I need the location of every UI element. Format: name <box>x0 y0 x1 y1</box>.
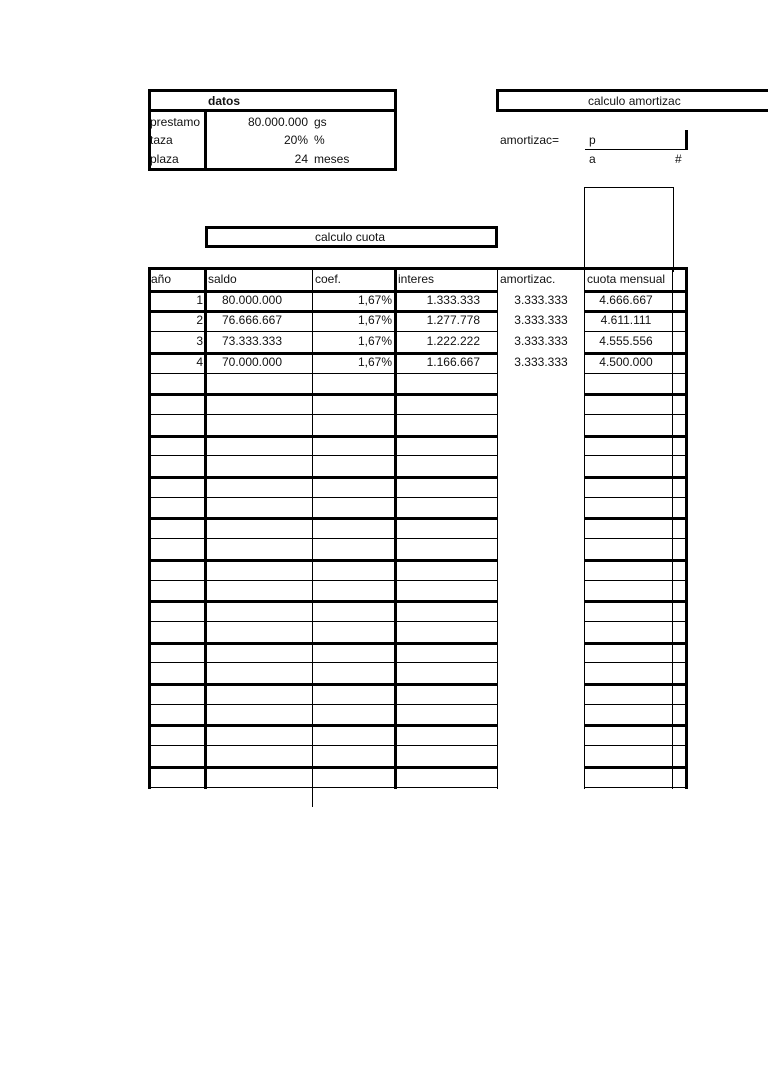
row-line <box>148 766 498 769</box>
cell-amortizac: 3.333.333 <box>514 313 568 327</box>
row-line <box>148 642 498 645</box>
row-line <box>148 559 498 562</box>
amortizacion-numerator: p <box>589 133 596 147</box>
datos-label-plaza: plaza <box>150 152 179 166</box>
datos-unit-prestamo: gs <box>314 115 327 129</box>
cell-anio: 3 <box>196 334 203 348</box>
cell-saldo: 76.666.667 <box>221 313 283 327</box>
row-line <box>148 455 498 456</box>
cell-anio: 1 <box>196 293 203 307</box>
cell-amortizac: 3.333.333 <box>514 355 568 369</box>
datos-unit-plaza: meses <box>314 152 350 166</box>
cell-cuota: 4.500.000 <box>599 355 653 369</box>
amortizacion-label: amortizac= <box>500 133 560 147</box>
row-line <box>148 580 498 581</box>
datos-title-box <box>148 89 397 112</box>
header-interes: interes <box>398 272 435 286</box>
cell-coef: 1,67% <box>357 334 392 348</box>
header-coef: coef. <box>315 272 342 286</box>
row-line <box>148 787 498 788</box>
col-line <box>685 267 688 789</box>
cuota-column-box <box>584 187 674 272</box>
header-amortizac: amortizac. <box>500 272 556 286</box>
cell-saldo: 73.333.333 <box>221 334 283 348</box>
cell-coef: 1,67% <box>357 313 392 327</box>
col-line <box>312 267 313 807</box>
cell-saldo: 70.000.000 <box>221 355 283 369</box>
datos-label-prestamo: prestamo <box>150 115 201 129</box>
row-line <box>148 704 498 705</box>
datos-title: datos <box>208 94 241 108</box>
row-line <box>148 538 498 539</box>
row-line <box>148 373 498 374</box>
cell-interes: 1.277.778 <box>426 313 480 327</box>
cell-anio: 2 <box>196 313 203 327</box>
amortizacion-fraction-line <box>585 149 687 150</box>
row-line <box>148 435 498 438</box>
col-line <box>497 267 498 789</box>
row-line <box>148 414 498 415</box>
cell-coef: 1,67% <box>357 293 392 307</box>
cell-saldo: 80.000.000 <box>221 293 283 307</box>
cell-anio: 4 <box>196 355 203 369</box>
row-line <box>148 621 498 622</box>
col-line <box>672 267 673 789</box>
row-line <box>148 600 498 603</box>
cell-cuota: 4.611.111 <box>600 313 652 327</box>
cell-cuota: 4.666.667 <box>599 293 653 307</box>
row-line <box>148 497 498 498</box>
row-line <box>148 331 498 332</box>
cell-amortizac: 3.333.333 <box>514 293 568 307</box>
cuota-title: calculo cuota <box>315 230 386 244</box>
datos-value-taza: 20% <box>283 133 308 147</box>
row-line <box>148 476 498 479</box>
amortizacion-overflow: # <box>675 152 682 166</box>
header-cuota-mensual: cuota mensual <box>587 272 666 286</box>
datos-divider <box>204 111 207 171</box>
cell-cuota: 4.555.556 <box>599 334 653 348</box>
cell-interes: 1.333.333 <box>426 293 480 307</box>
row-line <box>148 393 498 396</box>
col-line <box>204 267 207 789</box>
datos-value-plaza: 24 <box>294 152 308 166</box>
cell-amortizac: 3.333.333 <box>514 334 568 348</box>
amortizacion-edge <box>685 130 688 150</box>
row-line <box>148 724 498 727</box>
row-line <box>148 745 498 746</box>
datos-label-taza: taza <box>150 133 173 147</box>
cell-interes: 1.166.667 <box>426 355 480 369</box>
cell-coef: 1,67% <box>357 355 392 369</box>
row-line <box>148 662 498 663</box>
row-line <box>148 683 498 686</box>
table-top-border <box>148 267 688 270</box>
cell-interes: 1.222.222 <box>426 334 480 348</box>
datos-value-prestamo: 80.000.000 <box>247 115 308 129</box>
amortizacion-title: calculo amortizac <box>588 94 681 108</box>
row-line <box>148 517 498 520</box>
datos-unit-taza: % <box>314 133 325 147</box>
header-saldo: saldo <box>208 272 237 286</box>
col-line <box>584 267 585 789</box>
header-anio: año <box>151 272 172 286</box>
amortizacion-denominator: a <box>589 152 596 166</box>
col-line <box>394 267 397 789</box>
